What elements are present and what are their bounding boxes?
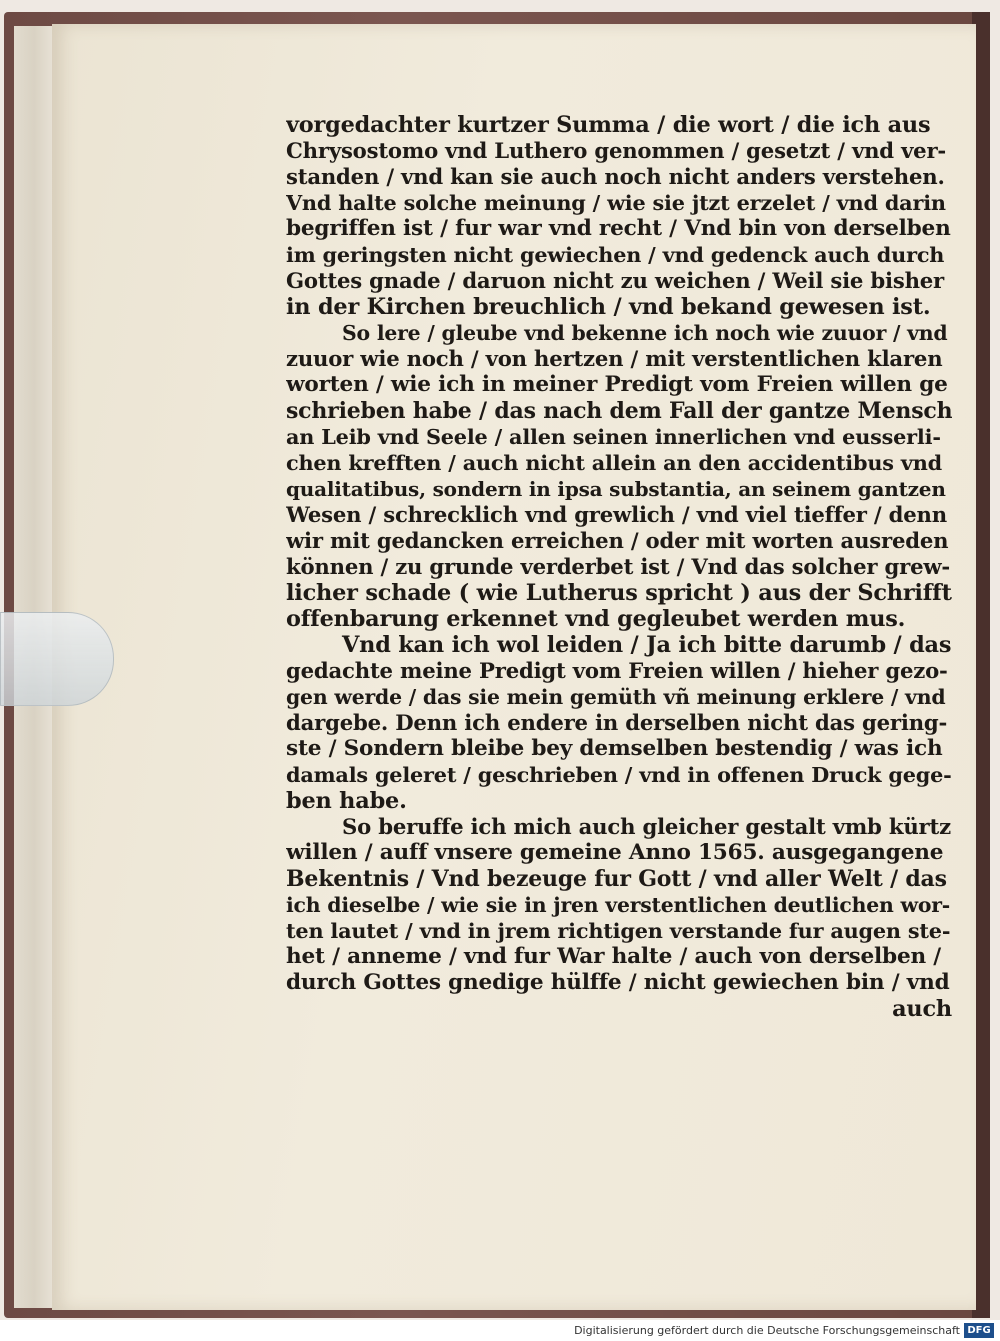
text-line: worten / wie ich in meiner Predigt vom Freien willen ge: [286, 372, 948, 397]
text-line: ich dieselbe / wie sie in jren verstentlichen deutlichen wor-: [286, 893, 951, 917]
text-line: het / anneme / vnd fur War halte / auch von derselben /: [286, 944, 941, 969]
bookmark-tab: [0, 612, 114, 706]
text-line: Vnd halte solche meinung / wie sie jtzt erzelet / vnd darin: [286, 190, 946, 215]
text-line: gen werde / das sie mein gemüth vñ meinung erklere / vnd: [286, 685, 946, 709]
text-line: Bekentnis / Vnd bezeuge fur Gott / vnd aller Welt / das: [286, 866, 947, 892]
text-line: Vnd kan ich wol leiden / Ja ich bitte darumb / das: [342, 632, 952, 658]
text-line: dargebe. Denn ich endere in derselben nicht das gering-: [286, 710, 948, 735]
text-line: Gottes gnade / daruon nicht zu weichen / Weil sie bisher: [286, 268, 945, 293]
text-line: auch: [892, 996, 952, 1022]
text-line: können / zu grunde verderbet ist / Vnd das solcher grew-: [286, 554, 950, 579]
funding-credit: Digitalisierung gefördert durch die Deutsche Forschungsgemeinschaft: [574, 1324, 960, 1337]
text-line: damals geleret / geschrieben / vnd in offenen Druck gege-: [286, 762, 952, 787]
text-line: vorgedachter kurtzer Summa / die wort / die ich aus: [286, 112, 931, 138]
text-line: willen / auff vnsere gemeine Anno 1565. ausgegangene: [286, 840, 944, 865]
footer-bar: [0, 1320, 1000, 1341]
text-line: wir mit gedancken erreichen / oder mit worten ausreden: [286, 528, 949, 553]
text-line: qualitatibus, sondern in ipsa substantia, an seinem gantzen: [286, 477, 946, 501]
text-line: schrieben habe / das nach dem Fall der gantze Mensch: [286, 398, 952, 424]
text-line: chen krefften / auch nicht allein an den accidentibus vnd: [286, 450, 942, 475]
page-text: [286, 112, 952, 1022]
text-line: begriffen ist / fur war vnd recht / Vnd bin von derselben: [286, 216, 951, 241]
text-line: zuuor wie noch / von hertzen / mit verstentlichen klaren: [286, 346, 943, 371]
text-line: So lere / gleube vnd bekenne ich noch wie zuuor / vnd: [342, 321, 948, 345]
text-line: ten lautet / vnd in jrem richtigen verstande fur augen ste-: [286, 918, 951, 943]
text-line: an Leib vnd Seele / allen seinen innerlichen vnd eusserli-: [286, 424, 941, 449]
text-line: Chrysostomo vnd Luthero genommen / gesetzt / vnd ver-: [286, 138, 947, 163]
dfg-logo: DFG: [964, 1323, 994, 1338]
text-line: ben habe.: [286, 788, 407, 814]
text-line: So beruffe ich mich auch gleicher gestalt vmb kürtz: [342, 814, 951, 839]
text-line: offenbarung erkennet vnd gegleubet werden mus.: [286, 606, 906, 632]
text-line: ste / Sondern bleibe bey demselben bestendig / was ich: [286, 736, 943, 761]
text-line: gedachte meine Predigt vom Freien willen / hieher gezo-: [286, 658, 948, 683]
text-line: licher schade ( wie Lutherus spricht ) aus der Schrifft: [286, 580, 952, 606]
text-line: in der Kirchen breuchlich / vnd bekand gewesen ist.: [286, 294, 931, 320]
text-line: standen / vnd kan sie auch noch nicht anders verstehen.: [286, 164, 945, 189]
text-line: im geringsten nicht gewiechen / vnd gedenck auch durch: [286, 242, 945, 267]
text-line: durch Gottes gnedige hülffe / nicht gewiechen bin / vnd: [286, 970, 950, 995]
text-line: Wesen / schrecklich vnd grewlich / vnd viel tieffer / denn: [286, 502, 947, 527]
